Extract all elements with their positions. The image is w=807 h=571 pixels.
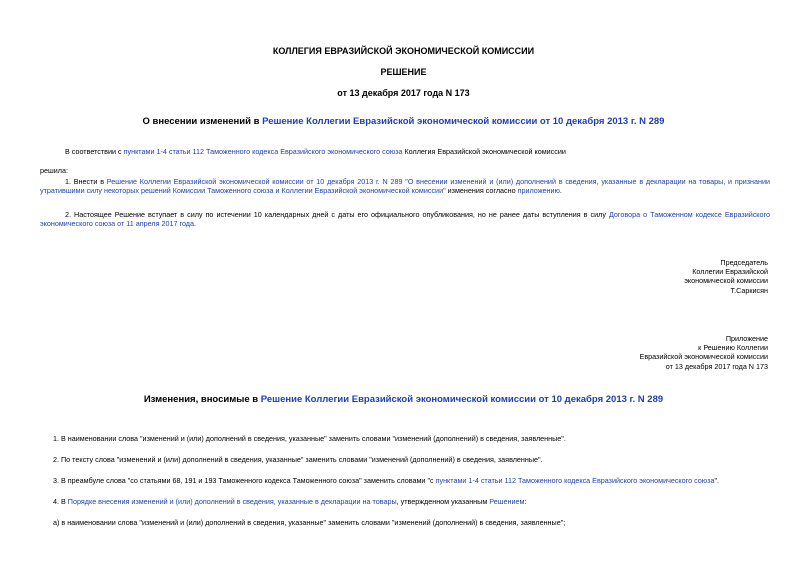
- change-item-3: [53, 476, 719, 485]
- preamble-prefix: В соответствии с: [65, 147, 124, 156]
- org-name: КОЛЛЕГИЯ ЕВРАЗИЙСКОЙ ЭКОНОМИЧЕСКОЙ КОМИССИИ: [272, 46, 535, 56]
- resolved-label: решила:: [40, 166, 68, 175]
- change-item-4-end: :: [524, 497, 527, 506]
- paragraph-1-text: 1. Внести в: [65, 177, 107, 186]
- change-item-4-text-2: , утвержденном указанным: [396, 497, 490, 506]
- changes-title: [0, 394, 807, 405]
- change-item-3-text: 3. В преамбуле слова "со статьями 68, 191 и 193 Таможенного кодекса Таможенного союза" заменить словами "с: [53, 476, 436, 485]
- change-item-1: 1. В наименовании слова "изменений и (или) дополнений в сведения, указанные" заменить словами "изменений (дополнений) в сведения, заявленные".: [53, 434, 566, 443]
- change-item-3-end: ".: [714, 476, 720, 485]
- paragraph-2-link-treaty[interactable]: Договора о Таможенном кодексе Евразийского экономического союза от 11 апреля 2017 года: [40, 210, 770, 229]
- signature-block: [560, 258, 768, 295]
- signature-line-1: Председатель: [720, 258, 768, 267]
- paragraph-1-link-appendix[interactable]: приложению: [517, 186, 560, 196]
- doc-date-number: от 13 декабря 2017 года N 173: [337, 88, 470, 98]
- paragraph-1-link-decision[interactable]: Решение Коллегии Евразийской экономической комиссии от 10 декабря 2013 г. N 289 "О внесении изменений и (или) дополнений в сведения, указанные в декларации на товары, и признании утратившими силу некоторых решений Комиссии Таможенного союза и Коллегии Евразийской экономической комиссии": [40, 177, 770, 196]
- signature-line-3: экономической комиссии: [684, 276, 768, 286]
- change-item-4-link-decision[interactable]: Решением: [489, 497, 525, 506]
- change-item-4-link-procedure[interactable]: Порядке внесения изменений и (или) дополнений в сведения, указанные в декларации на товары: [67, 497, 397, 506]
- appendix-line-1: Приложение: [725, 334, 768, 343]
- signature-name: Т.Саркисян: [730, 285, 768, 295]
- paragraph-2: [40, 210, 770, 228]
- change-item-4: [53, 497, 526, 506]
- paragraph-1-end: .: [559, 186, 562, 196]
- paragraph-1: [40, 177, 770, 195]
- doc-title-link[interactable]: Решение Коллегии Евразийской экономической комиссии от 10 декабря 2013 г. N 289: [262, 116, 665, 127]
- change-item-a: а) в наименовании слова "изменений и (или) дополнений в сведения, указанные" заменить словами "изменений (дополнений) в сведения, заявленные";: [53, 518, 566, 527]
- paragraph-2-text: 2. Настоящее Решение вступает в силу по истечении 10 календарных дней с даты его официального опубликования, но не ранее даты вступления в силу: [65, 210, 609, 219]
- appendix-line-3: Евразийской экономической комиссии: [639, 352, 768, 362]
- preamble-link[interactable]: пунктами 1-4 статьи 112 Таможенного кодекса Евразийского экономического союза: [123, 147, 403, 156]
- change-item-4-text: 4. В: [53, 497, 68, 506]
- doc-title-prefix: О внесении изменений в: [142, 116, 263, 127]
- change-item-2: 2. По тексту слова "изменений и (или) дополнений в сведения, указанные" заменить словами "изменений (дополнений) в сведения, заявленные".: [53, 455, 543, 464]
- appendix-block: [560, 334, 768, 371]
- appendix-line-4: от 13 декабря 2017 года N 173: [665, 361, 768, 371]
- appendix-line-2: к Решению Коллегии: [698, 343, 768, 353]
- paragraph-2-end: .: [193, 219, 196, 229]
- change-item-3-link[interactable]: пунктами 1-4 статьи 112 Таможенного кодекса Евразийского экономического союза: [435, 476, 715, 485]
- paragraph-1-text-2: изменения согласно: [445, 186, 518, 196]
- doc-title: [0, 116, 807, 127]
- changes-title-prefix: Изменения, вносимые в: [143, 394, 261, 405]
- signature-line-2: Коллегии Евразийской: [692, 267, 768, 277]
- preamble: [65, 147, 566, 156]
- doc-type: РЕШЕНИЕ: [380, 67, 427, 77]
- changes-title-link[interactable]: Решение Коллегии Евразийской экономической комиссии от 10 декабря 2013 г. N 289: [260, 394, 664, 405]
- preamble-suffix: Коллегия Евразийской экономической комиссии: [402, 147, 566, 156]
